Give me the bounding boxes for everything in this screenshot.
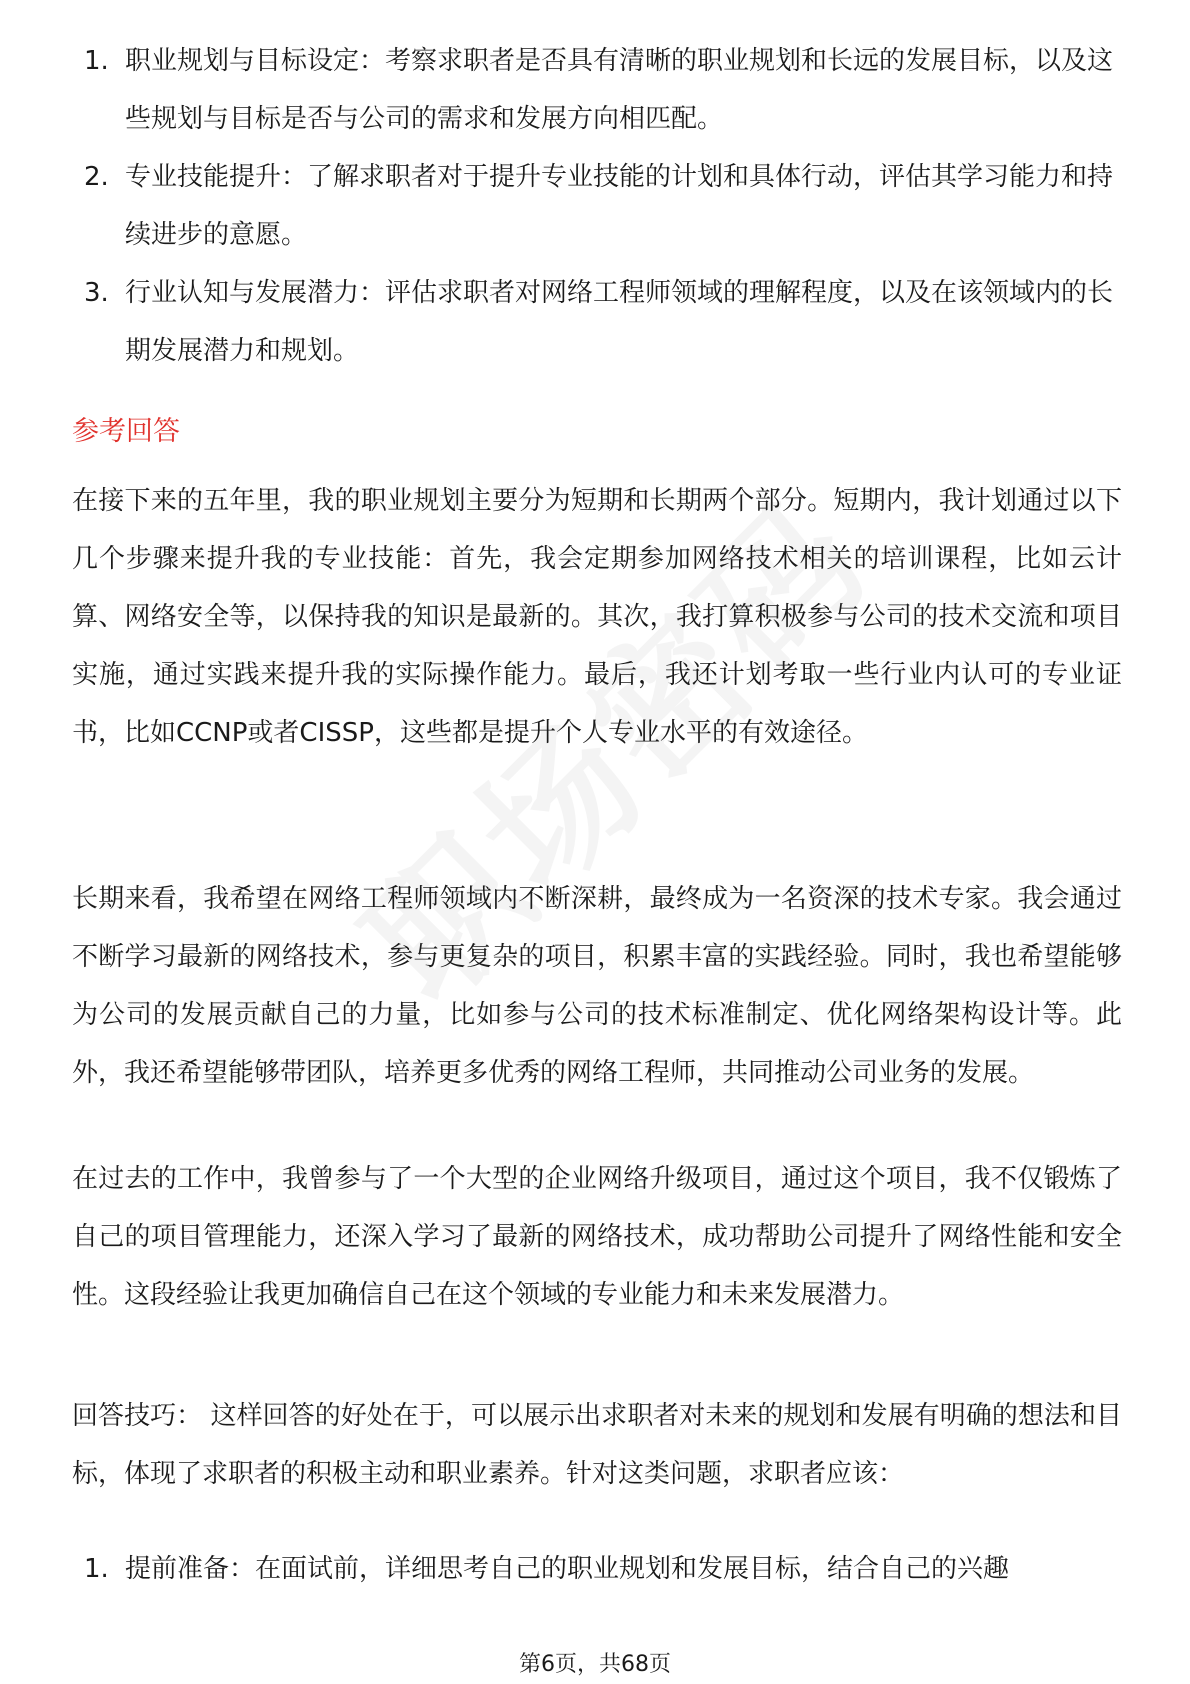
answer-paragraph: 长期来看，我希望在网络工程师领域内不断深耕，最终成为一名资深的技术专家。我会通过不断学习最新的网络技术，参与更复杂的项目，积累丰富的实践经验。同时，我也希望能够为公司的发展贡献自己的力量，比如参与公司的技术标准制定、优化网络架构设计等。此外，我还希望能够带团队，培养更多优秀的网络工程师，共同推动公司业务的发展。 [72, 884, 1122, 1088]
list-number: 3. [84, 278, 109, 308]
list-item-text: 职业规划与目标设定：考察求职者是否具有清晰的职业规划和长远的发展目标，以及这些规划与目标是否与公司的需求和发展方向相匹配。 [125, 46, 1114, 134]
list-item [70, 264, 1120, 380]
page-footer: 第6页，共68页 [519, 1652, 671, 1677]
tips-paragraph: 回答技巧： 这样回答的好处在于，可以展示出求职者对未来的规划和发展有明确的想法和目标，体现了求职者的积极主动和职业素养。针对这类问题，求职者应该： [72, 1401, 1122, 1489]
list-item [70, 32, 1120, 148]
tips-list [70, 1540, 1120, 1598]
criteria-list [70, 32, 1120, 380]
answer-paragraph: 在过去的工作中，我曾参与了一个大型的企业网络升级项目，通过这个项目，我不仅锻炼了自己的项目管理能力，还深入学习了最新的网络技术，成功帮助公司提升了网络性能和安全性。这段经验让我更加确信自己在这个领域的专业能力和未来发展潜力。 [72, 1164, 1122, 1310]
list-number: 2. [84, 162, 109, 192]
list-number: 1. [84, 46, 109, 76]
answer-paragraph: 在接下来的五年里，我的职业规划主要分为短期和长期两个部分。短期内，我计划通过以下几个步骤来提升我的专业技能：首先，我会定期参加网络技术相关的培训课程，比如云计算、网络安全等，以保持我的知识是最新的。其次，我打算积极参与公司的技术交流和项目实施，通过实践来提升我的实际操作能力。最后，我还计划考取一些行业内认可的专业证书，比如CCNP或者CISSP，这些都是提升个人专业水平的有效途径。 [72, 486, 1122, 748]
list-item-text: 提前准备：在面试前，详细思考自己的职业规划和发展目标，结合自己的兴趣 [125, 1554, 1010, 1584]
answer-heading: 参考回答 [72, 416, 180, 447]
list-item [70, 148, 1120, 264]
list-item-text: 行业认知与发展潜力：评估求职者对网络工程师领域的理解程度，以及在该领域内的长期发展潜力和规划。 [125, 278, 1114, 366]
list-item [70, 1540, 1120, 1598]
list-number: 1. [84, 1554, 109, 1584]
list-item-text: 专业技能提升：了解求职者对于提升专业技能的计划和具体行动，评估其学习能力和持续进步的意愿。 [125, 162, 1114, 250]
